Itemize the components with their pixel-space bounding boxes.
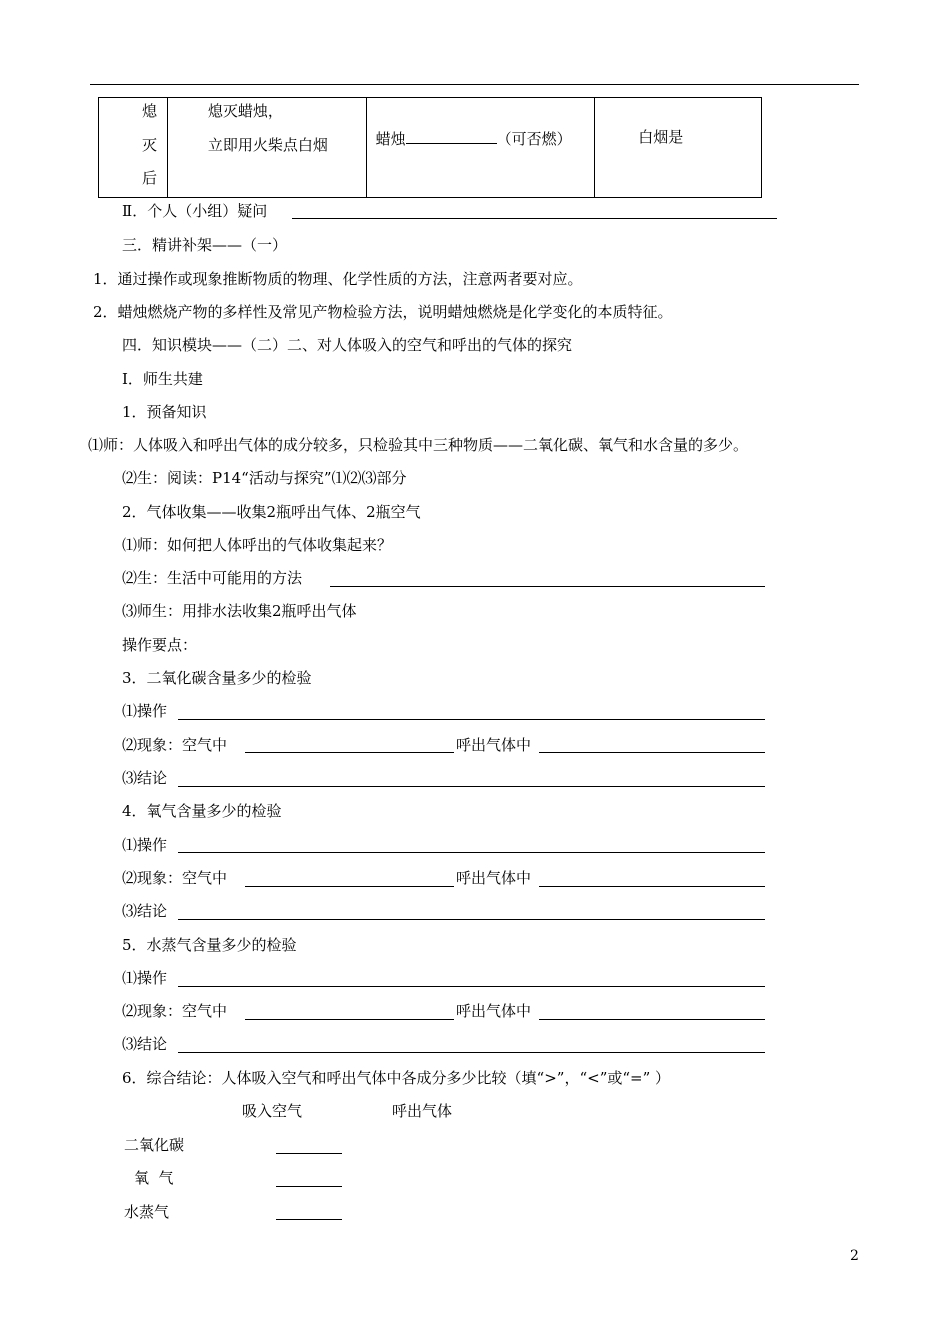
operation-points-label: 操作要点： — [122, 636, 198, 654]
co2-operation-blank[interactable] — [178, 718, 765, 720]
knowledge-5-title: 5．水蒸气含量多少的检验 — [122, 936, 297, 954]
h2o-conclusion-label: ⑶结论 — [122, 1035, 168, 1053]
table-cell-phenomenon — [366, 98, 595, 198]
row-co2-label: 二氧化碳 — [124, 1136, 185, 1154]
h2o-compare-blank[interactable] — [276, 1218, 342, 1220]
h2o-exhaled-label: 呼出气体中 — [456, 1002, 532, 1020]
section3-title: 三．精讲补架——（一） — [122, 236, 288, 254]
operation-line-2: 立即用火柴点白烟 — [207, 136, 328, 154]
o2-conclusion-label: ⑶结论 — [122, 902, 168, 920]
table-cell-stage — [99, 98, 168, 198]
knowledge-1-title: 1．预备知识 — [122, 403, 207, 421]
co2-air-blank[interactable] — [245, 751, 454, 753]
o2-air-blank[interactable] — [245, 885, 454, 887]
knowledge-1-item-2: ⑵生：阅读：P14“活动与探究”⑴⑵⑶部分 — [122, 469, 407, 487]
section4-subtitle: Ⅰ．师生共建 — [122, 370, 203, 388]
h2o-operation-label: ⑴操作 — [122, 969, 168, 987]
h2o-exhaled-blank[interactable] — [539, 1018, 765, 1020]
o2-operation-blank[interactable] — [178, 851, 765, 853]
knowledge-2-item-3: ⑶师生：用排水法收集2瓶呼出气体 — [122, 602, 357, 620]
o2-compare-blank[interactable] — [276, 1185, 342, 1187]
phenomenon-suffix: （可否燃） — [496, 130, 572, 148]
header-rule — [90, 84, 859, 85]
stage-char-2: 灭 — [142, 136, 158, 154]
collect-method-blank[interactable] — [330, 585, 765, 587]
table-cell-conclusion — [595, 98, 762, 198]
table-cell-operation — [167, 98, 366, 198]
h2o-air-blank[interactable] — [245, 1018, 454, 1020]
co2-exhaled-label: 呼出气体中 — [456, 736, 532, 754]
co2-phenomenon-label: ⑵现象：空气中 — [122, 736, 228, 754]
stage-char-1: 熄 — [142, 102, 158, 120]
candle-answer-blank[interactable] — [406, 127, 497, 144]
section4-title: 四．知识模块——（二）二、对人体吸入的空气和呼出的气体的探究 — [122, 336, 573, 354]
co2-conclusion-label: ⑶结论 — [122, 769, 168, 787]
knowledge-2-item-2: ⑵生：生活中可能用的方法 — [122, 569, 303, 587]
row-h2o-label: 水蒸气 — [124, 1203, 170, 1221]
h2o-phenomenon-label: ⑵现象：空气中 — [122, 1002, 228, 1020]
co2-conclusion-blank[interactable] — [178, 785, 765, 787]
h2o-operation-blank[interactable] — [178, 985, 765, 987]
personal-question-blank[interactable] — [292, 217, 777, 219]
inhaled-air-header: 吸入空气 — [242, 1102, 303, 1120]
o2-exhaled-blank[interactable] — [539, 885, 765, 887]
o2-exhaled-label: 呼出气体中 — [456, 869, 532, 887]
exhaled-gas-header: 呼出气体 — [392, 1102, 453, 1120]
knowledge-3-title: 3．二氧化碳含量多少的检验 — [122, 669, 312, 687]
page-number: 2 — [850, 1248, 859, 1264]
o2-conclusion-blank[interactable] — [178, 918, 765, 920]
personal-question-label: Ⅱ．个人（小组）疑问 — [122, 202, 268, 220]
knowledge-4-title: 4．氧气含量多少的检验 — [122, 802, 282, 820]
row-o2-label: 氧 气 — [134, 1169, 174, 1187]
experiment-table — [98, 97, 762, 198]
knowledge-6-title: 6．综合结论：人体吸入空气和呼出气体中各成分多少比较（填“>”，“<”或“=” ） — [122, 1069, 671, 1087]
o2-operation-label: ⑴操作 — [122, 836, 168, 854]
co2-operation-label: ⑴操作 — [122, 702, 168, 720]
phenomenon-prefix: 蜡烛 — [375, 130, 406, 148]
co2-exhaled-blank[interactable] — [539, 751, 765, 753]
knowledge-1-item-1: ⑴师：人体吸入和呼出气体的成分较多，只检验其中三种物质——二氧化碳、氧气和水含量的多少。 — [88, 436, 749, 454]
knowledge-2-item-1: ⑴师：如何把人体呼出的气体收集起来？ — [122, 536, 393, 554]
section3-point-1: 1．通过操作或现象推断物质的物理、化学性质的方法，注意两者要对应。 — [93, 270, 583, 288]
o2-phenomenon-label: ⑵现象：空气中 — [122, 869, 228, 887]
white-smoke-label: 白烟是 — [638, 128, 684, 146]
section3-point-2: 2．蜡烛燃烧产物的多样性及常见产物检验方法，说明蜡烛燃烧是化学变化的本质特征。 — [93, 303, 673, 321]
stage-char-3: 后 — [142, 169, 158, 187]
co2-compare-blank[interactable] — [276, 1152, 342, 1154]
h2o-conclusion-blank[interactable] — [178, 1051, 765, 1053]
phenomenon-text — [376, 127, 572, 149]
operation-line-1: 熄灭蜡烛， — [207, 102, 283, 120]
knowledge-2-title: 2．气体收集——收集2瓶呼出气体、2瓶空气 — [122, 503, 421, 521]
